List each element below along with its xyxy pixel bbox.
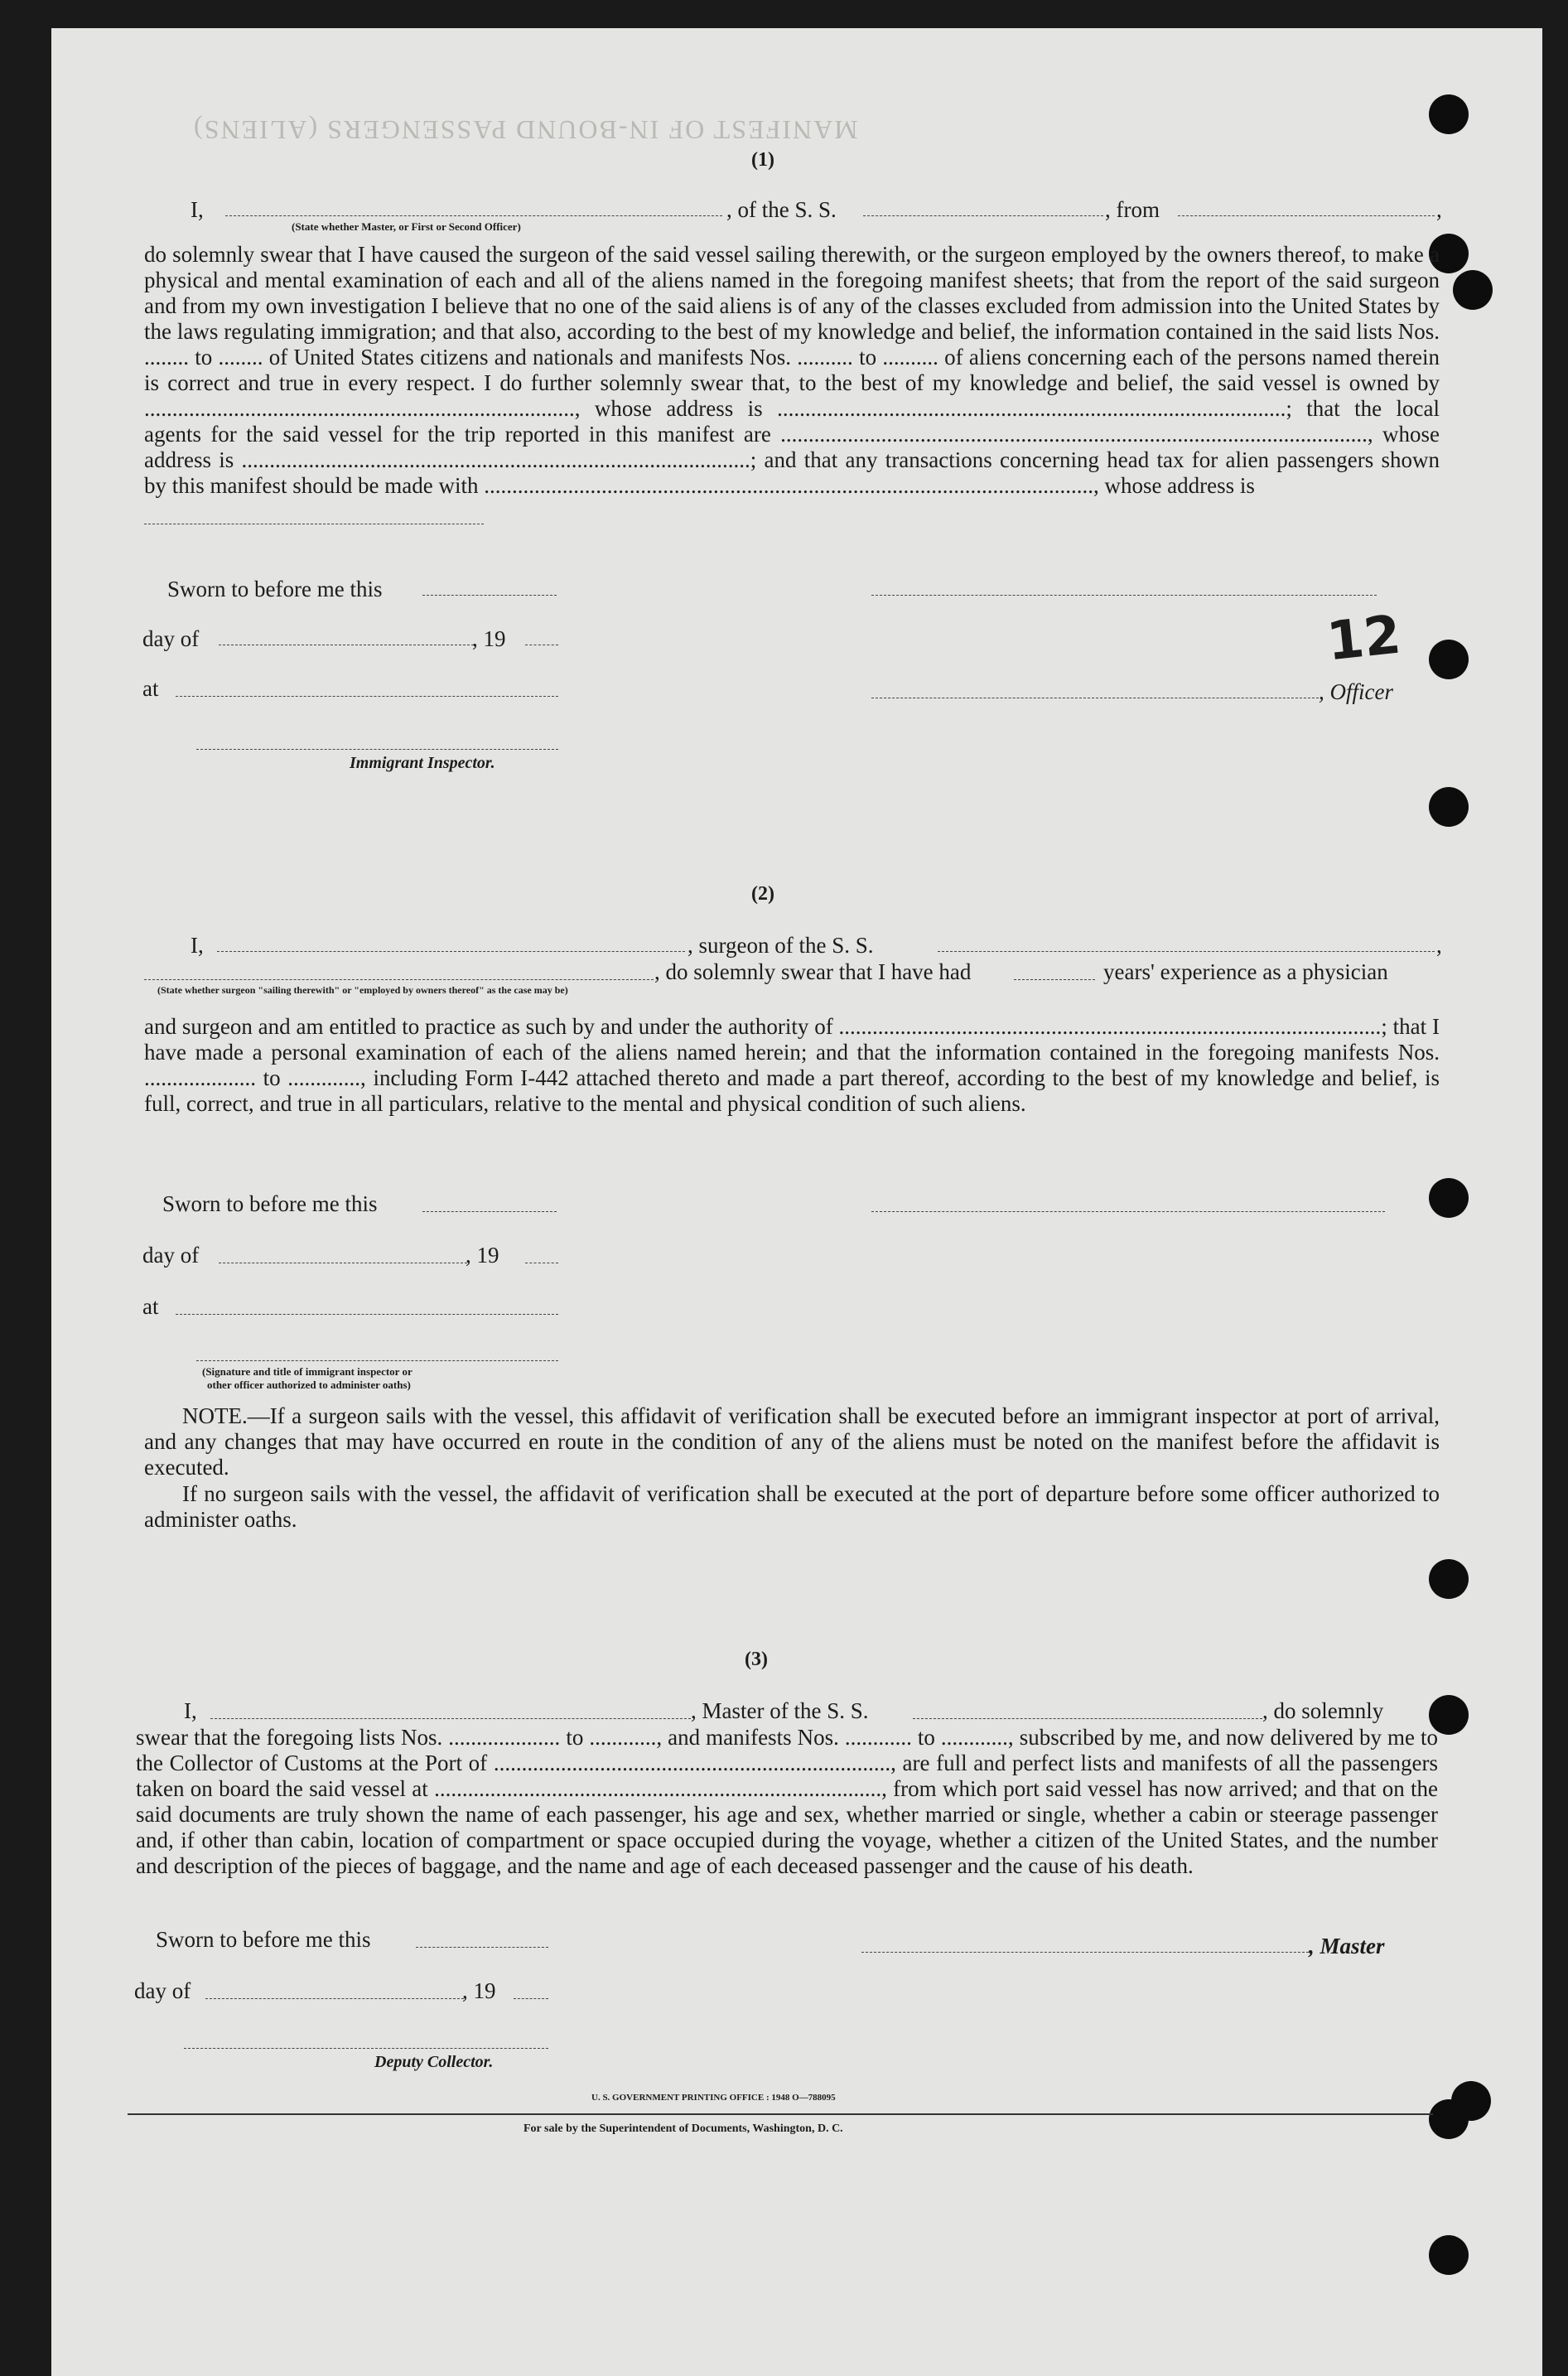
- s3-oath-body: swear that the foregoing lists Nos. .................... to ............, and manifests Nos. ............ to ............, subscribed by me, and now delivered by me to the Collector of Customs at the Port of ......................................................................., are full and perfect lists and manifests of all the passengers taken on board the said vessel at ................................................................................, from which port said vessel has now arrived; and that on the said documents are truly shown the name of each passenger, his age and sex, whether married or single, whether a cabin or steerage passenger and, if other than cabin, location of compartment or space occupied during the voyage, whether a citizen of the United States, and the number and description of the pieces of baggage, and the name and age of each deceased passenger and the cause of his death.: [136, 1725, 1438, 1878]
- s3-master: , Master: [1309, 1934, 1385, 1958]
- s1-comma: ,: [1436, 197, 1442, 222]
- s2-signature-note-1: (Signature and title of immigrant inspector or: [202, 1365, 413, 1378]
- s2-note-label: NOTE.: [182, 1403, 248, 1428]
- s2-surgeon-name-blank[interactable]: [217, 951, 685, 952]
- binder-hole: [1429, 640, 1469, 679]
- s1-vessel-blank[interactable]: [863, 215, 1103, 216]
- s2-years-experience: years' experience as a physician: [1103, 959, 1388, 984]
- bleed-through-header: MANIFEST OF IN-BOUND PASSENGERS (ALIENS): [192, 115, 858, 145]
- s2-oath-body: and surgeon and am entitled to practice as such by and under the authority of .................................................................................................; that I have made a personal examination of each of the aliens named herein; and that the information contained in the foregoing manifests Nos. .................... to ............., including Form I-442 attached thereto and made a part thereof, according to the best of my knowledge and belief, is full, correct, and true in all particulars, relative to the mental and physical condition of such aliens.: [144, 1014, 1440, 1116]
- printing-office-imprint: U. S. GOVERNMENT PRINTING OFFICE : 1948 O—788095: [591, 2093, 836, 2103]
- s3-day-blank[interactable]: [205, 1998, 464, 1999]
- section-2-number: (2): [751, 883, 774, 905]
- s2-sworn: Sworn to before me this: [162, 1191, 378, 1216]
- s1-sworn: Sworn to before me this: [167, 577, 383, 601]
- s2-vessel-blank[interactable]: [938, 951, 1435, 952]
- s2-comma: ,: [1436, 933, 1442, 958]
- s2-surgeon-of-ss: , surgeon of the S. S.: [688, 933, 874, 958]
- binder-hole: [1453, 270, 1493, 310]
- s1-oath-body: do solemnly swear that I have caused the surgeon of the said vessel sailing therewith, or the surgeon employed by the owners thereof, to make a physical and mental examination of each and all of the aliens named in the foregoing manifest sheets; that from the report of the said surgeon and from my own investigation I believe that no one of the said aliens is of any of the classes excluded from admission into the United States by the laws regulating immigration; and that also, according to the best of my knowledge and belief, the information contained in the said lists Nos. ........ to ........ of United States citizens and nationals and manifests Nos. .......... to .......... of aliens concerning each of the persons named therein is correct and true in every respect. I do further solemnly swear that, to the best of my knowledge and belief, the said vessel is owned by ............................................................................., whose address is ...........................................................................................; that the local agents for the said vessel for the trip reported in this manifest are ........................................................................................................., whose address is ...........................................................................................; and that any transactions concerning head tax for alien passengers shown by this manifest should be made with ............................................................................................................., whose address is: [144, 242, 1440, 498]
- section-3-number: (3): [745, 1649, 768, 1670]
- s3-vessel-blank[interactable]: [913, 1718, 1262, 1719]
- s1-at: at: [142, 676, 159, 701]
- s2-year: , 19: [466, 1243, 499, 1268]
- section-1-number: (1): [751, 149, 774, 171]
- s2-years-blank[interactable]: [1014, 979, 1095, 980]
- s2-at-blank[interactable]: [176, 1314, 558, 1315]
- s1-officer-note: (State whether Master, or First or Second Officer): [292, 220, 521, 233]
- s3-master-name-blank[interactable]: [210, 1718, 691, 1719]
- s1-from: , from: [1105, 197, 1160, 222]
- s1-year: , 19: [472, 626, 506, 651]
- s2-day-of: day of: [142, 1243, 200, 1268]
- s1-i: I,: [191, 197, 204, 222]
- s3-deputy-signature-line[interactable]: [184, 2048, 548, 2049]
- s2-note-1: [144, 1403, 1440, 1480]
- s2-surgeon-type-blank[interactable]: [144, 979, 654, 980]
- binder-hole: [1429, 1178, 1469, 1218]
- binder-hole: [1429, 1559, 1469, 1599]
- binder-hole: [1429, 94, 1469, 134]
- s3-sworn-blank[interactable]: [416, 1947, 548, 1948]
- s2-i: I,: [191, 933, 204, 958]
- s3-do-solemnly: , do solemnly: [1262, 1698, 1384, 1723]
- s2-surgeon-note: (State whether surgeon "sailing therewith" or "employed by owners thereof" as the case may be): [157, 984, 568, 996]
- for-sale-notice: For sale by the Superintendent of Documents, Washington, D. C.: [523, 2122, 843, 2135]
- s2-surgeon-signature-line[interactable]: [871, 1211, 1385, 1212]
- s1-from-blank[interactable]: [1178, 215, 1435, 216]
- binder-hole: [1451, 2081, 1491, 2121]
- binder-hole: [1429, 787, 1469, 827]
- footer-rule: [128, 2113, 1433, 2115]
- s3-i: I,: [184, 1698, 197, 1723]
- s1-sworn-blank[interactable]: [422, 595, 557, 596]
- s1-officer: , Officer: [1319, 679, 1393, 704]
- document-sheet: [51, 28, 1542, 2376]
- binder-hole: [1429, 2235, 1469, 2275]
- s1-at-blank[interactable]: [176, 696, 558, 697]
- s3-day-of: day of: [134, 1978, 191, 2003]
- s1-immigrant-inspector: Immigrant Inspector.: [350, 754, 495, 772]
- s2-note-text: —If a surgeon sails with the vessel, this affidavit of verification shall be executed before an immigrant inspector at port of arrival, and any changes that may have occurred en route in the condition of any of the aliens must be noted on the manifest before the affidavit is executed.: [144, 1403, 1440, 1480]
- s3-deputy-collector: Deputy Collector.: [374, 2053, 494, 2071]
- s2-sworn-blank[interactable]: [422, 1211, 557, 1212]
- s1-of-the-ss: , of the S. S.: [726, 197, 837, 222]
- s2-note-2: If no surgeon sails with the vessel, the affidavit of verification shall be executed at the port of departure before some officer authorized to administer oaths.: [144, 1481, 1440, 1532]
- s1-day-of: day of: [142, 626, 200, 651]
- s2-inspector-signature-line[interactable]: [196, 1360, 558, 1361]
- s2-signature-note-2: other officer authorized to administer oaths): [207, 1379, 411, 1391]
- s2-swear-line: , do solemnly swear that I have had: [654, 959, 972, 984]
- s1-officer-name-blank[interactable]: [225, 215, 722, 216]
- s3-master-signature-line[interactable]: [861, 1952, 1309, 1953]
- s1-inspector-signature-line[interactable]: [196, 749, 558, 750]
- s3-master-of-ss: , Master of the S. S.: [691, 1698, 869, 1723]
- s3-year-blank[interactable]: [514, 1998, 548, 1999]
- s3-year: , 19: [462, 1978, 496, 2003]
- s1-officer-signature-line-1[interactable]: [871, 595, 1377, 596]
- s1-handwritten-mark: 12: [1324, 604, 1404, 674]
- s2-at: at: [142, 1294, 159, 1319]
- s3-sworn: Sworn to before me this: [156, 1927, 371, 1952]
